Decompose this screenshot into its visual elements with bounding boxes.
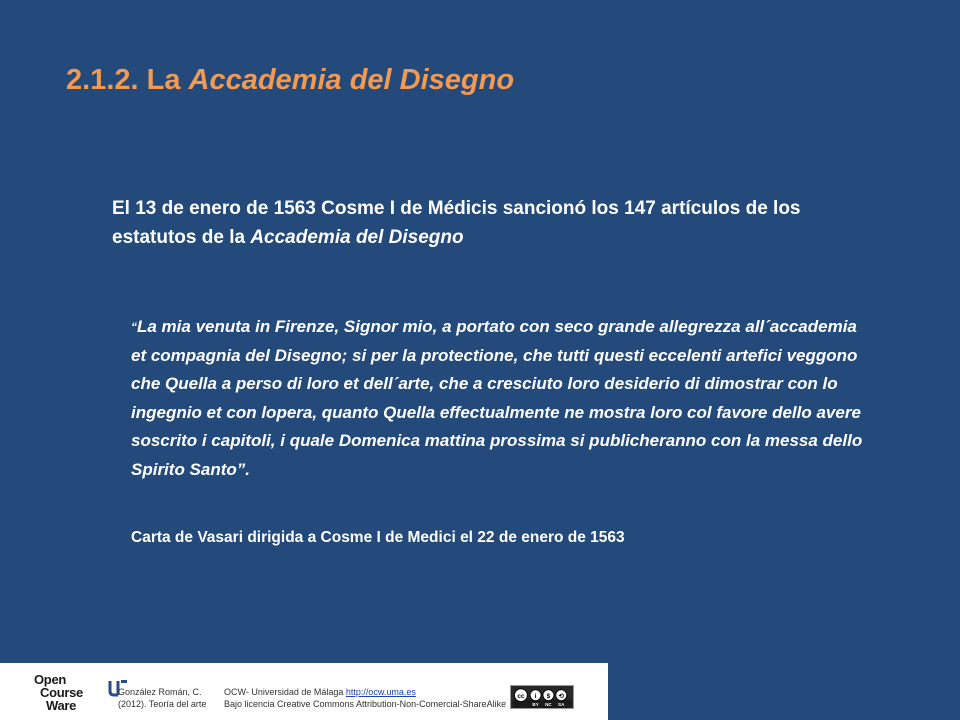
- quote-text: La mia venuta in Firenze, Signor mio, a portato con seco grande allegrezza all´accademia et compagnia del Disegno; si per la protectione, che tutti questi eccelenti artefici veggono che Quella a perso di loro et dell´arte, che a cresciuto loro desiderio di dimostrar con lo ingegnio et con lopera, quanto Quella effectualmente ne mostra loro col favore dello avere soscrito i capitoli, i quale Domenica mattina prossima si publicheranno con la messa dello Spirito Santo: [131, 317, 863, 479]
- statement-paragraph: [112, 194, 872, 252]
- slide-title-prefix: 2.1.2. La: [66, 64, 189, 96]
- logo-line-course: Course: [40, 685, 83, 700]
- author-credit: [118, 686, 206, 710]
- credit-line-2: (2012). Teoría del arte: [118, 699, 207, 709]
- creative-commons-badge-icon[interactable]: [510, 685, 574, 709]
- vasari-quote: [131, 313, 876, 484]
- slide-title: [66, 58, 926, 102]
- footer-band: [0, 663, 608, 720]
- cc-label-by: BY: [532, 702, 539, 708]
- license-info: [224, 686, 506, 710]
- cc-symbol-nc: $: [546, 692, 551, 700]
- cc-symbol-cc: cc: [517, 692, 525, 700]
- quote-source: Carta de Vasari dirigida a Cosme I de Medici el 22 de enero de 1563: [131, 529, 625, 546]
- slide-title-italic: Accademia del Disegno: [188, 64, 515, 96]
- cc-symbol-sa: ⟲: [558, 692, 564, 700]
- credit-line-1: González Román, C.: [118, 687, 202, 697]
- license-line-1-text: OCW- Universidad de Málaga: [224, 687, 346, 697]
- opencourseware-logo: [34, 673, 104, 717]
- statement-text: El 13 de enero de 1563 Cosme I de Médicis sancionó los 147 artículos de los estatutos de la: [112, 198, 801, 248]
- statement-italic: Accademia del Disegno: [250, 227, 464, 248]
- ocw-link[interactable]: http://ocw.uma.es: [345, 687, 416, 697]
- cc-symbol-by: i: [534, 692, 537, 700]
- quote-close-mark: ”.: [236, 459, 251, 479]
- quote-open-mark: “: [131, 320, 137, 334]
- logo-line-open: Open: [34, 672, 67, 687]
- license-line-1: [224, 686, 506, 698]
- cc-label-sa: SA: [558, 702, 565, 708]
- license-line-2: Bajo licencia Creative Commons Attribution-Non-Comercial-ShareAlike: [224, 699, 507, 709]
- cc-label-nc: NC: [545, 702, 552, 708]
- logo-line-ware: Ware: [46, 698, 77, 713]
